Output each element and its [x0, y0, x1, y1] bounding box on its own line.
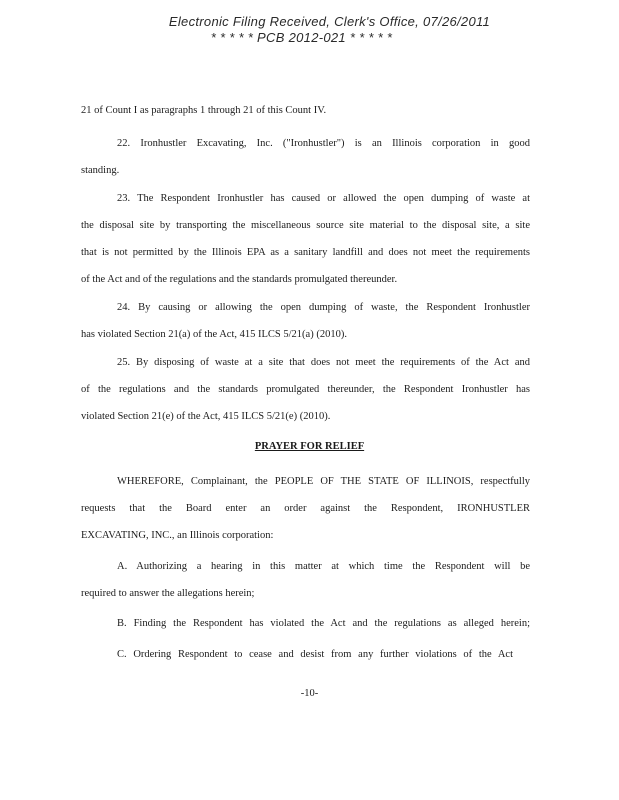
item-a-line-1: A. Authorizing a hearing in this matter at which time the Respondent will be [117, 561, 530, 572]
filing-stamp-line1: Electronic Filing Received, Clerk's Office, 07/26/2011 [168, 14, 491, 29]
item-b-line: B. Finding the Respondent has violated the Act and the regulations as alleged herein; [117, 618, 530, 629]
page-number: -10- [300, 688, 319, 699]
wherefore-line-2: requests that the Board enter an order against the Respondent, IRONHUSTLER [81, 503, 530, 514]
para-23-line-4: of the Act and of the regulations and the standards promulgated thereunder. [81, 274, 398, 285]
item-a-line-2: required to answer the allegations herein; [81, 588, 255, 599]
para-25-line-1: 25. By disposing of waste at a site that does not meet the requirements of the Act and [117, 357, 530, 368]
para-23-line-2: the disposal site by transporting the miscellaneous source site material to the disposal site, a site [81, 220, 530, 231]
para-22-line-2: standing. [81, 165, 120, 176]
intro-line: 21 of Count I as paragraphs 1 through 21 of this Count IV. [81, 105, 327, 116]
para-23-line-3: that is not permitted by the Illinois EPA as a sanitary landfill and does not meet the requirements [81, 247, 530, 258]
item-c-line: C. Ordering Respondent to cease and desist from any further violations of the Act [117, 649, 513, 660]
prayer-heading: PRAYER FOR RELIEF [254, 441, 365, 452]
filing-stamp-line2: * * * * * PCB 2012-021 * * * * * [210, 30, 393, 45]
para-23-line-1: 23. The Respondent Ironhustler has caused or allowed the open dumping of waste at [117, 193, 530, 204]
para-25-line-2: of the regulations and the standards promulgated thereunder, the Respondent Ironhustler has [81, 384, 530, 395]
wherefore-line-3: EXCAVATING, INC., an Illinois corporation: [81, 530, 274, 541]
para-24-line-1: 24. By causing or allowing the open dumping of waste, the Respondent Ironhustler [117, 302, 530, 313]
para-25-line-3: violated Section 21(e) of the Act, 415 ILCS 5/21(e) (2010). [81, 411, 331, 422]
wherefore-line-1: WHEREFORE, Complainant, the PEOPLE OF THE STATE OF ILLINOIS, respectfully [117, 476, 530, 487]
para-24-line-2: has violated Section 21(a) of the Act, 415 ILCS 5/21(a) (2010). [81, 329, 347, 340]
para-22-line-1: 22. Ironhustler Excavating, Inc. ("Ironhustler") is an Illinois corporation in good [117, 138, 530, 149]
